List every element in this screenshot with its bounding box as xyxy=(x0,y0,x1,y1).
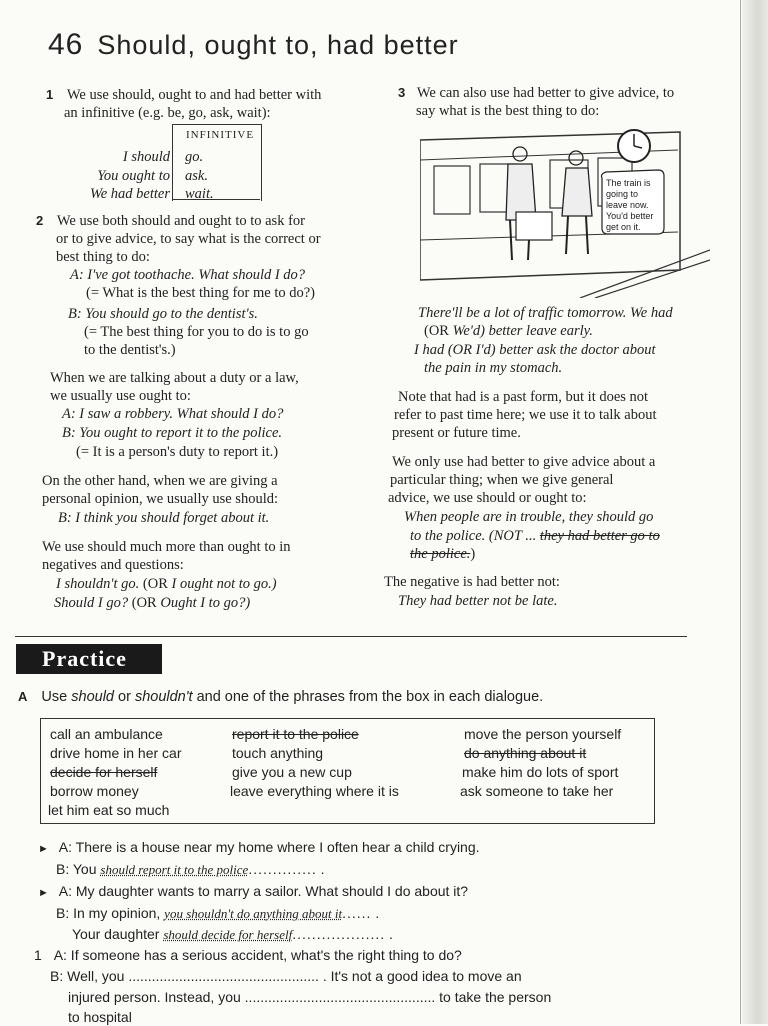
page-title xyxy=(48,28,459,62)
instruction-part: and one of the phrases from the box in each dialogue. xyxy=(196,689,544,705)
phrase: make him do lots of sport xyxy=(462,764,619,780)
example xyxy=(56,575,277,593)
handwritten-answer: you shouldn't do anything about it xyxy=(164,906,343,921)
example: A: I saw a robbery. What should I do? xyxy=(62,406,284,422)
example: the pain in my stomach. xyxy=(424,360,563,376)
section-number: 1 xyxy=(46,87,54,102)
example-part: I had (OR xyxy=(414,342,472,358)
answer-blank[interactable]: ................................................. xyxy=(244,989,436,1005)
dialogue-line xyxy=(56,904,379,923)
example xyxy=(54,594,250,612)
speech-line: The train is xyxy=(606,178,651,188)
instruction-part: should xyxy=(71,689,114,705)
body-text: On the other hand, when we are giving a xyxy=(42,473,278,489)
body-text: personal opinion, we usually use should: xyxy=(42,491,279,507)
example-dialogue xyxy=(38,838,480,858)
body-text: When we are talking about a duty or a law, xyxy=(50,370,299,386)
section-text: say what is the best thing to do: xyxy=(416,103,600,119)
body-text: present or future time. xyxy=(392,425,521,441)
instruction-part: Use xyxy=(41,689,68,705)
example-part: Should I go? xyxy=(54,595,129,611)
question-1 xyxy=(34,946,462,964)
answer-dots: ...... xyxy=(342,905,372,921)
dialogue-text: . xyxy=(375,905,380,921)
dialogue-line xyxy=(50,967,522,985)
example-part: I shouldn't go. xyxy=(56,576,140,592)
section-3 xyxy=(398,84,674,102)
phrase: drive home in her car xyxy=(50,745,182,761)
dialogue-text: . It's not a good idea to move an xyxy=(322,968,522,984)
table-verb: ask. xyxy=(185,168,208,184)
gloss: (= The best thing for you to do is to go xyxy=(84,324,309,340)
section-text: We use should, ought to and had better with xyxy=(66,87,322,103)
phrase-used: do anything about it xyxy=(464,745,587,761)
dialogue-text: to take the person xyxy=(439,989,552,1005)
phrase: leave everything where it is xyxy=(230,783,399,799)
section-number: 3 xyxy=(398,85,406,100)
speech-line: going to xyxy=(606,189,639,199)
speech-line: leave now. xyxy=(606,200,649,210)
gloss: (= What is the best thing for me to do?) xyxy=(86,285,315,301)
exercise-instruction xyxy=(18,688,543,706)
example-part: I ought not to go.) xyxy=(171,576,277,592)
dialogue-line: A: If someone has a serious accident, what's the right thing to do? xyxy=(53,947,462,963)
gloss: (= It is a person's duty to report it.) xyxy=(76,444,279,460)
struck-example: the police. xyxy=(410,546,471,562)
example-part: Ought I to go?) xyxy=(160,595,251,611)
unit-number: 46 xyxy=(48,28,84,61)
example xyxy=(424,322,593,340)
phrase-used: report it to the police xyxy=(232,726,359,742)
example xyxy=(410,545,475,563)
table-verb: wait. xyxy=(185,186,214,202)
practice-heading: Practice xyxy=(16,644,162,674)
dialogue-line: A: There is a house near my home where I often hear a child crying. xyxy=(58,839,480,855)
exercise-number: A xyxy=(18,689,28,704)
body-text: We only use had better to give advice about a xyxy=(392,454,656,470)
example-part: We'd) better leave early. xyxy=(452,323,593,339)
section-1 xyxy=(46,86,321,104)
answer-blank[interactable]: ................................................. xyxy=(128,968,319,984)
infinitive-heading: INFINITIVE xyxy=(186,129,255,141)
page-edge-line xyxy=(740,0,741,1024)
dialogue-text: injured person. Instead, you xyxy=(68,989,241,1005)
question-number: 1 xyxy=(34,947,42,963)
body-text: The negative is had better not: xyxy=(384,574,560,590)
table-subject: I should xyxy=(122,149,170,165)
section-text: best thing to do: xyxy=(56,249,150,265)
unit-title: Should, ought to, had better xyxy=(97,30,459,60)
phrase-used: decide for herself xyxy=(50,764,158,780)
example xyxy=(414,341,656,359)
answer-dots: ................... xyxy=(292,926,386,942)
body-text: We use should much more than ought to in xyxy=(42,539,291,555)
dialogue-text: Your daughter xyxy=(72,926,160,942)
struck-example: they had better go to xyxy=(539,528,660,544)
handwritten-answer: should report it to the police xyxy=(100,862,249,877)
body-text: Note that had is a past form, but it does not xyxy=(398,389,649,405)
phrase: ask someone to take her xyxy=(460,783,614,799)
section-text: We use both should and ought to to ask for xyxy=(56,213,305,229)
page-edge-shadow xyxy=(742,0,768,1024)
dialogue-text: B: Well, you xyxy=(50,968,125,984)
section-divider xyxy=(15,636,687,637)
instruction-part: shouldn't xyxy=(134,689,193,705)
table-subject: You ought to xyxy=(97,168,170,184)
handwritten-answer: should decide for herself xyxy=(163,927,293,942)
dialogue-text: B: In my opinion, xyxy=(56,905,161,921)
phrase: touch anything xyxy=(232,745,324,761)
section-text: or to give advice, to say what is the correct or xyxy=(56,231,321,247)
section-number: 2 xyxy=(36,213,44,228)
answer-dots: .............. xyxy=(248,861,317,877)
dialogue-text: B: You xyxy=(56,861,97,877)
section-text: We can also use had better to give advice, to xyxy=(416,85,675,101)
phrase: call an ambulance xyxy=(50,726,163,742)
speech-line: You'd better xyxy=(606,211,654,221)
table-subject: We had better xyxy=(89,186,170,202)
section-2 xyxy=(36,212,305,230)
dialogue-line xyxy=(56,860,325,879)
dialogue-line xyxy=(72,925,393,944)
dialogue-line xyxy=(68,988,551,1006)
table-verb: go. xyxy=(185,149,204,165)
phrase: move the person yourself xyxy=(464,726,622,742)
body-text: we usually use ought to: xyxy=(50,388,191,404)
arrow-icon: ► xyxy=(38,887,49,899)
example-part: to the police. (NOT ... xyxy=(410,528,537,544)
example: There'll be a lot of traffic tomorrow. We had xyxy=(418,305,673,321)
example: B: You ought to report it to the police. xyxy=(62,425,283,441)
body-text: particular thing; when we give general xyxy=(390,472,614,488)
train-station-illustration xyxy=(420,120,710,298)
example-or: (OR xyxy=(424,323,449,339)
example-part: I'd) better ask the doctor about xyxy=(475,342,656,358)
dialogue-text: . xyxy=(320,861,325,877)
example-dialogue xyxy=(38,882,468,902)
phrase: give you a new cup xyxy=(232,764,352,780)
example: When people are in trouble, they should go xyxy=(404,509,654,525)
example-or: (OR xyxy=(131,595,157,611)
speech-line: get on it. xyxy=(606,222,641,232)
example-or: (OR xyxy=(142,576,168,592)
body-text: advice, we use should or ought to: xyxy=(388,490,587,506)
example xyxy=(410,527,660,545)
dialogue-line: A: My daughter wants to marry a sailor. What should I do about it? xyxy=(58,883,469,899)
example: B: I think you should forget about it. xyxy=(58,510,270,526)
example-part: ) xyxy=(470,546,476,562)
body-text: negatives and questions: xyxy=(42,557,184,573)
phrase: let him eat so much xyxy=(48,802,170,818)
body-text: refer to past time here; we use it to talk about xyxy=(394,407,657,423)
dialogue-line: to hospital xyxy=(68,1009,132,1025)
dialogue-text: . xyxy=(389,926,393,942)
example: B: You should go to the dentist's. xyxy=(68,306,258,322)
example: They had better not be late. xyxy=(398,593,558,609)
section-text: an infinitive (e.g. be, go, ask, wait): xyxy=(64,105,271,121)
gloss: to the dentist's.) xyxy=(84,342,176,358)
instruction-part: or xyxy=(118,689,131,705)
example: A: I've got toothache. What should I do? xyxy=(70,267,306,283)
arrow-icon: ► xyxy=(38,843,49,855)
phrase: borrow money xyxy=(50,783,139,799)
